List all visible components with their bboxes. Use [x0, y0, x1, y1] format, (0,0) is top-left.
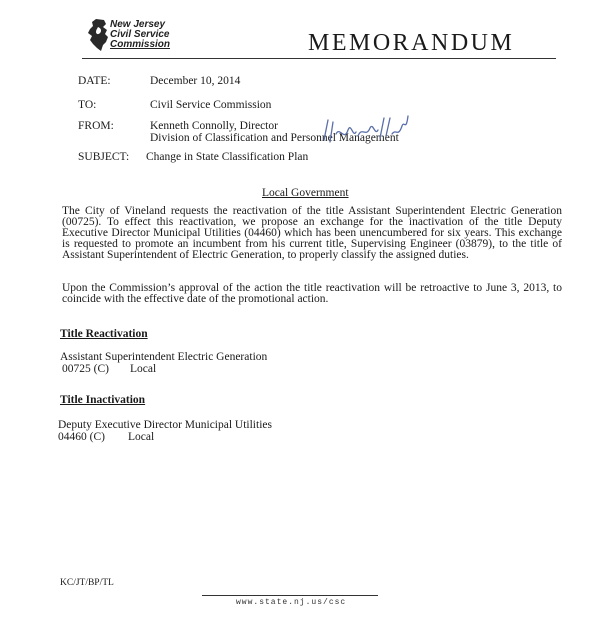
reference-initials: KC/JT/BP/TL: [60, 578, 114, 588]
agency-name: [110, 20, 170, 50]
nj-civil-service-logo: [84, 18, 204, 60]
inactivation-scope: Local: [128, 431, 155, 443]
inactivation-code: 04460 (C): [58, 431, 105, 443]
body-paragraph-1: The City of Vineland requests the reactivation of the title Assistant Superintendent Electric Generation (00725). To effect this reactivation, we propose an exchange for the inactivation of the title Deputy Executive Director Municipal Utilities (04460) which has been unencumbered for six years. This exchange is requested to promote an incumbent from his current title, Supervising Engineer (03879), to the title of Assistant Superintendent of Electric Generation, to properly classify the assigned duties.: [62, 205, 562, 261]
from-label: FROM:: [78, 120, 114, 132]
from-division: Division of Classification and Personnel Management: [150, 132, 399, 144]
section-heading: Local Government: [262, 187, 349, 199]
from-name: Kenneth Connolly, Director: [150, 120, 278, 132]
date-label: DATE:: [78, 75, 111, 87]
agency-line-1: New Jersey: [110, 19, 166, 30]
footer-rule: [202, 595, 378, 596]
reactivation-title: Assistant Superintendent Electric Generation: [60, 351, 268, 363]
reactivation-heading: Title Reactivation: [60, 328, 148, 340]
subject-value: Change in State Classification Plan: [146, 151, 309, 163]
body-paragraph-2: Upon the Commission’s approval of the action the title reactivation will be retroactive to June 3, 2013, to coincide with the effective date of the promotional action.: [62, 282, 562, 305]
agency-line-2: Civil Service: [110, 29, 170, 40]
to-value: Civil Service Commission: [150, 99, 272, 111]
inactivation-heading: Title Inactivation: [60, 394, 146, 406]
letterhead-rule: [82, 58, 556, 59]
to-label: TO:: [78, 99, 97, 111]
footer-website: www.state.nj.us/csc: [236, 598, 347, 607]
reactivation-scope: Local: [130, 363, 157, 375]
subject-label: SUBJECT:: [78, 151, 130, 163]
reactivation-code: 00725 (C): [62, 363, 109, 375]
memo-title: MEMORANDUM: [308, 30, 515, 56]
handwritten-signature: [318, 112, 414, 152]
agency-line-3: Commission: [110, 39, 171, 50]
inactivation-title: Deputy Executive Director Municipal Utilities: [58, 419, 272, 431]
date-value: December 10, 2014: [150, 75, 241, 87]
